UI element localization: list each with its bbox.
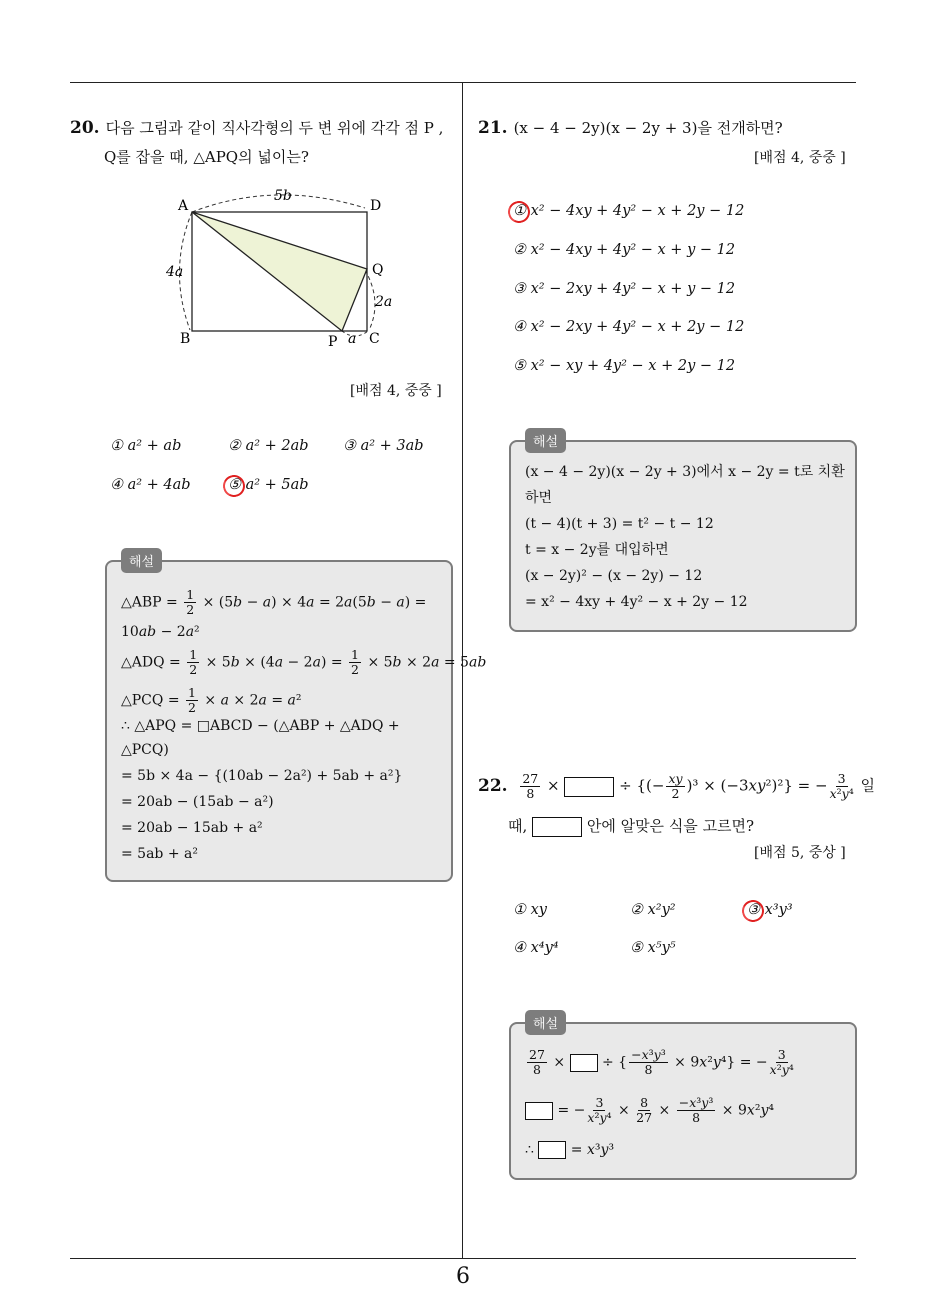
q22-option-5[interactable]: ⑤ x⁵y⁵: [630, 940, 676, 956]
q20-sol-line10: = 5ab + a²: [121, 846, 198, 862]
q22-option-3[interactable]: ③ x³y³: [747, 902, 793, 918]
q20-option-5[interactable]: ⑤ a² + 5ab: [228, 477, 309, 493]
q20-sol-line2: 10ab − 2a²: [121, 624, 200, 640]
q20-option-4[interactable]: ④ a² + 4ab: [110, 477, 191, 493]
q20-points: [배점 4, 중중 ]: [350, 383, 442, 399]
q21-option-3[interactable]: ③ x² − 2xy + 4y² − x + y − 12: [513, 281, 736, 297]
q20-sol-line6: △PCQ): [121, 742, 169, 758]
label-B: B: [180, 331, 191, 347]
label-A: A: [178, 198, 189, 214]
q21-option-4[interactable]: ④ x² − 2xy + 4y² − x + 2y − 12: [513, 319, 745, 335]
q20-sol-line3: △ADQ = $\frac{1}{2}$ × 5b × (4a − 2a) = $\frac{1}{2}$ × 5b × 2a = 5ab: [121, 647, 487, 677]
q21-solution-box: [509, 435, 857, 632]
label-P: P: [328, 334, 338, 350]
q21-stem: [478, 118, 783, 138]
q21-sol-line1: (x − 4 − 2y)(x − 2y + 3)에서 x − 2y = t로 치환: [525, 464, 845, 480]
q22-tail2b: 안에 알맞은 식을 고르면?: [586, 817, 755, 835]
q20-option-1[interactable]: ① a² + ab: [110, 438, 182, 454]
q20-rectangle-figure: [160, 188, 410, 363]
q22-blank-box: [564, 777, 614, 797]
q21-stem-text: (x − 4 − 2y)(x − 2y + 3)을 전개하면?: [513, 119, 783, 137]
q20-stem-text1: 다음 그림과 같이 직사각형의 두 변 위에 각각 점 P ,: [105, 119, 444, 137]
label-5b: 5b: [274, 188, 292, 204]
q22-option-2[interactable]: ② x²y²: [630, 902, 676, 918]
q21-sol-line3: (t − 4)(t + 3) = t² − t − 12: [525, 516, 714, 532]
q20-option-2[interactable]: ② a² + 2ab: [228, 438, 309, 454]
page-number: 6: [456, 1264, 470, 1289]
q22-points: [배점 5, 중상 ]: [754, 845, 846, 861]
q22-tail1: 일: [860, 776, 875, 795]
q21-sol-line5: (x − 2y)² − (x − 2y) − 12: [525, 568, 703, 584]
label-2a: 2a: [375, 294, 393, 310]
label-4a: 4a: [166, 264, 184, 280]
bottom-rule: [70, 1258, 856, 1259]
triangle-apq: [192, 212, 367, 331]
label-C: C: [369, 331, 380, 347]
label-a: a: [348, 331, 357, 347]
q22-solution-tag: 해설: [525, 1010, 566, 1035]
q22-option-4[interactable]: ④ x⁴y⁴: [513, 940, 559, 956]
q22-number: 22.: [478, 775, 508, 796]
label-Q: Q: [372, 262, 384, 278]
label-D: D: [370, 198, 382, 214]
q20-option-3[interactable]: ③ a² + 3ab: [343, 438, 424, 454]
q22-sol-line1: $\frac{27}{8}$ × ÷ { $\frac{\text{−x³y³}}{8}$ × 9x²y⁴} = − $\frac{3}{\text{x²y⁴}}$: [529, 1047, 794, 1077]
q21-option-2[interactable]: ② x² − 4xy + 4y² − x + y − 12: [513, 242, 736, 258]
q22-stem-line2: [508, 816, 754, 837]
q22-stem-line1: 22. $\frac{27}{8}$ × ÷ {(− $\frac{xy}{2}$ )³ × (−3xy²)²} = − $\frac{3}{\text{x²y⁴}}$ 일: [478, 771, 875, 801]
q22-sol-line3: ∴ = x³y³: [525, 1142, 615, 1158]
q22-blank-box-2: [532, 817, 582, 837]
q20-stem-line2: Q를 잡을 때, △APQ의 넓이는?: [104, 148, 309, 166]
q20-solution-tag: 해설: [121, 548, 162, 573]
q20-sol-line7: = 5b × 4a − {(10ab − 2a²) + 5ab + a²}: [121, 768, 403, 784]
q20-sol-line1: △ABP = $\frac{1}{2}$ × (5b − a) × 4a = 2a(5b − a) =: [121, 587, 427, 617]
q20-number: 20.: [70, 118, 100, 138]
top-rule: [70, 82, 856, 83]
q20-sol-line5: ∴ △APQ = □ABCD − (△ABP + △ADQ +: [121, 718, 400, 734]
q21-option-1[interactable]: ① x² − 4xy + 4y² − x + 2y − 12: [513, 203, 745, 219]
q21-sol-line6: = x² − 4xy + 4y² − x + 2y − 12: [525, 594, 748, 610]
q20-sol-line4: △PCQ = $\frac{1}{2}$ × a × 2a = a²: [121, 685, 302, 715]
q22-option-1[interactable]: ① xy: [513, 902, 547, 918]
q22-solution-box: [509, 1017, 857, 1180]
q22-sol-line2: = − $\frac{3}{\text{x²y⁴}}$ × $\frac{8}{27}$ × $\frac{\text{−x³y³}}{8}$ × 9x²y⁴: [525, 1096, 774, 1125]
q22-tail2a: 때,: [508, 817, 528, 835]
q20-sol-line9: = 20ab − 15ab + a²: [121, 820, 263, 836]
q21-solution-tag: 해설: [525, 428, 566, 453]
q21-sol-line2: 하면: [525, 490, 553, 506]
q21-sol-line4: t = x − 2y를 대입하면: [525, 542, 669, 558]
q21-points: [배점 4, 중중 ]: [754, 150, 846, 166]
q20-solution-box: [105, 555, 487, 882]
q21-option-5[interactable]: ⑤ x² − xy + 4y² − x + 2y − 12: [513, 358, 736, 374]
q20-stem-line1: [70, 118, 443, 138]
q20-sol-line8: = 20ab − (15ab − a²): [121, 794, 274, 810]
q21-number: 21.: [478, 118, 508, 138]
